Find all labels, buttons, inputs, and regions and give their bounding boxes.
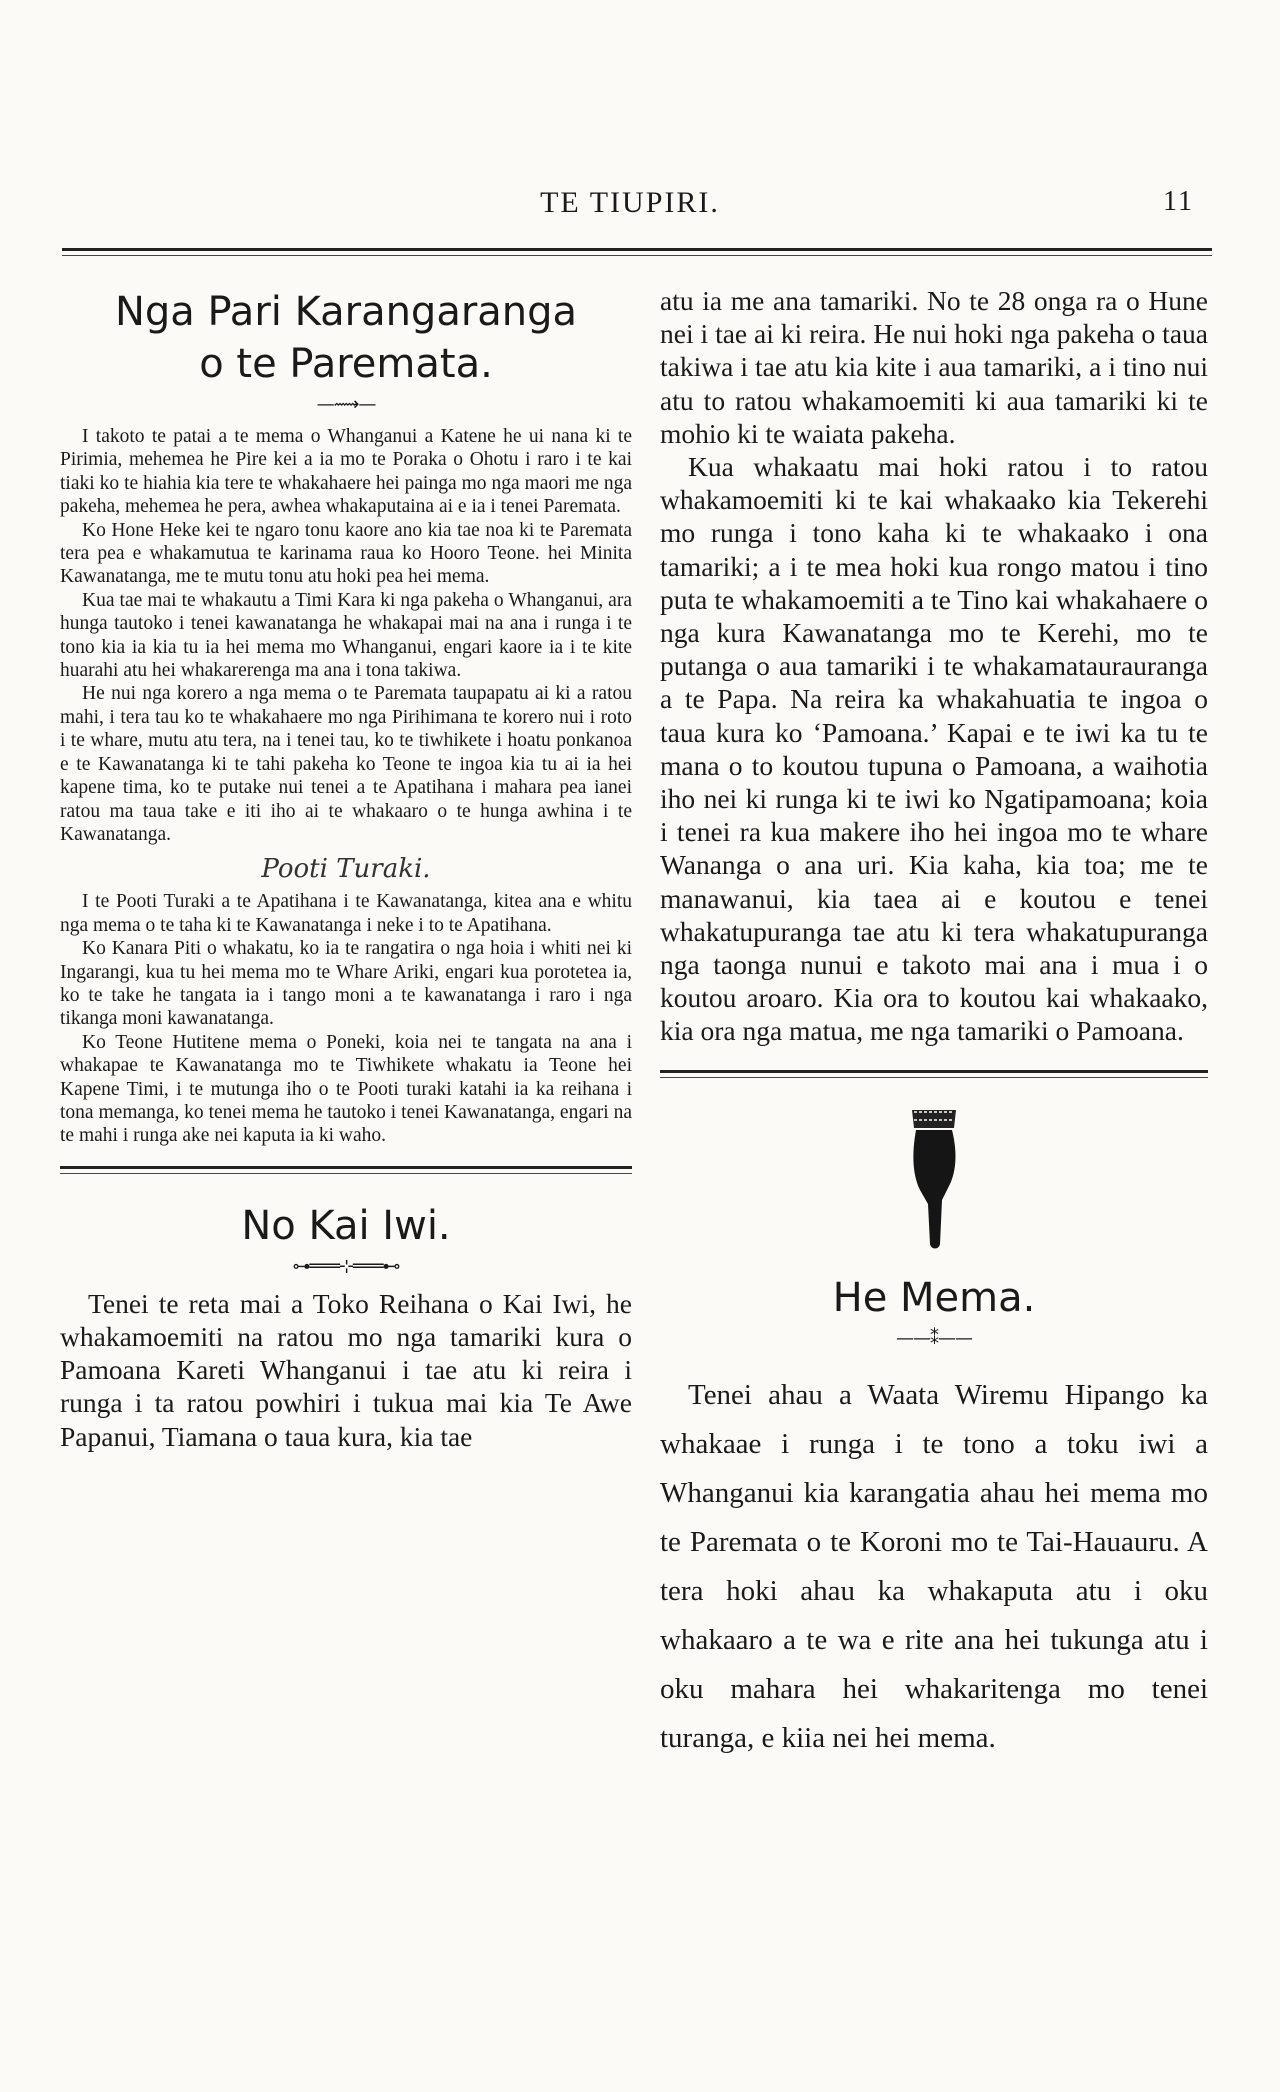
paragraph: atu ia me ana tamariki. No te 28 onga ra o Hune nei i tae ai ki reira. He nui hoki nga pakeha o taua takiwa i tae atu kia kite i aua tamariki, a i tino nui atu to ratou whakamoemiti ki aua tamariki ki te mohio ki te waiata pakeha. <box>660 285 1208 449</box>
paragraph: I takoto te patai a te mema o Whanganui a Katene he ui nana ki te Pirimia, mehemea he Pire kei a ia mo te Poraka o Ohotu i raro i te kai tiaki ko te hiahia kia tere te whakahaere hei painga mo nga maori me nga pakeha, mehemea he pera, awhea whakaputaina ai e ia i tenei Paremata. <box>60 426 632 518</box>
ornament-divider: —⟿— <box>316 394 376 415</box>
header-rule <box>62 248 1212 256</box>
paragraph: Ko Hone Heke kei te ngaro tonu kaore ano kia tae noa ki te Paremata tera pea e whakamutua te karinama raua ko Hooro Teone. hei Minita Kawanatanga, me te mutu tonu atu hoki pea hei mema. <box>60 519 632 588</box>
newspaper-title: TE TIUPIRI. <box>540 186 720 219</box>
paragraph: Ko Kanara Piti o whakatu, ko ia te rangatira o nga hoia i whiti nei ki Ingarangi, kua tu hei mema mo te Whare Ariki, engari kua porotetea ia, ko te take he tangata ia i tango moni a te kawanatanga i raro i nga tikanga moni kawanatanga. <box>60 938 632 1030</box>
pointing-hand-icon <box>904 1104 964 1254</box>
page-number: 11 <box>1163 186 1194 217</box>
left-column <box>60 286 632 1453</box>
article-title-line1: Nga Pari Karangaranga <box>114 289 578 335</box>
paragraph: He nui nga korero a nga mema o te Paremata taupapatu ai ki a ratou mahi, i tera tau ko te whakahaere mo nga Pirihimana te korero nui i roto i te whare, mutu atu tera, na i tenei tau, ko te tiwhikete i hoatu ponkanoa e te Kawanatanga ki te tahi pakeha ko Teone te ingoa kia tu ai ia hei kapene tima, ko te putake nui tenei a te Apatihana i mahara pea ianei ratou ma taua take e iti iho ai te whakaaro o te hunga awhina i te Kawanatanga. <box>60 683 632 845</box>
ornament-divider: ——⁑—— <box>896 1327 972 1349</box>
section-rule <box>60 1166 632 1174</box>
paragraph: Kua tae mai te whakautu a Timi Kara ki nga pakeha o Whanganui, ara hunga tautoko i tenei kawanatanga he whakapai mai na ana i runga i te tono kia ia kia tu ia hei mema mo Whanganui, engari kaore ia i te kite huarahi atu hei whakarerenga ma ana i tona takiwa. <box>60 589 632 682</box>
section-rule <box>660 1070 1208 1078</box>
paragraph: Kua whakaatu mai hoki ratou i to ratou whakamoemiti ki te kai whakaako kia Tekerehi mo runga i tono kaha ki te whakaako i ona tamariki; a i te mea hoki kua rongo matou i tino puta te whakamoemiti a te Tino kai whakahaere o nga kura Kawanatanga mo te Kerehi, mo te putanga o aua tamariki i te whakamataurauranga a te Papa. Na reira ka whakahuatia te ingoa o taua kura ko ‘Pamoana.’ Kapai e te iwi ka tu te mana o to koutou tupuna o Pamoana, a waihotia iho nei ki runga ki te iwi ko Ngatipamoana; koia i tenei ra kua makere iho hei ingoa mo te whare Wananga o ana uri. Kia kaha, kia toa; me te manawanui, kia taea ai e koutou e tenei whakatupuranga tae atu ki tera whakatupuranga nga taonga nunui e takoto mai ana i mua i o koutou aroaro. Kia ora to koutou kai whakaako, kia ora nga matua, me nga tamariki o Pamoana. <box>660 451 1208 1047</box>
paragraph: Tenei ahau a Waata Wiremu Hipango ka whakaae i runga i te tono a toku iwi a Whanganui kia karangatia ahau hei mema mo te Paremata o te Koroni mo te Tai-Hauauru. A tera hoki ahau ka whakaputa atu i oku whakaaro a te wa e rite ana hei tukunga atu i oku mahara hei whakaritenga mo tenei turanga, e kiia nei hei mema. <box>660 1378 1208 1754</box>
article-title: No Kai Iwi. <box>241 1202 451 1249</box>
article-title-line2: o te Paremata. <box>199 341 493 387</box>
paragraph: Ko Teone Hutitene mema o Poneki, koia nei te tangata na ana i whakapae te Kawanatanga mo te Tiwhikete whakatu ia Teone hei Kapene Timi, i te mutunga iho o te Pooti turaki katahi ia ka reihana i tona memanga, ko tenei mema he tautoko i tenei Kawanatanga, engari na te mahi i runga ake nei kaputa ia ki waho. <box>60 1031 632 1147</box>
ornament-divider: ⊶═══⊹═══⊷ <box>292 1255 400 1277</box>
right-column <box>660 284 1208 1763</box>
paragraph: I te Pooti Turaki a te Apatihana i te Kawanatanga, kitea ana e whitu nga mema o te taha ki te Kawanatanga i neke i to te Apatihana. <box>60 891 632 936</box>
paragraph: Tenei te reta mai a Toko Reihana o Kai Iwi, he whakamoemiti na ratou mo nga tamariki kura o Pamoana Kareti Whanganui i tae atu ki reira i runga i ta ratou powhiri i tukua mai kia Te Awe Papanui, Tiamana o taua kura, kia tae <box>60 1287 632 1452</box>
subheading: Pooti Turaki. <box>261 854 431 885</box>
article-title: He Mema. <box>832 1274 1036 1321</box>
page-header <box>60 186 1200 226</box>
